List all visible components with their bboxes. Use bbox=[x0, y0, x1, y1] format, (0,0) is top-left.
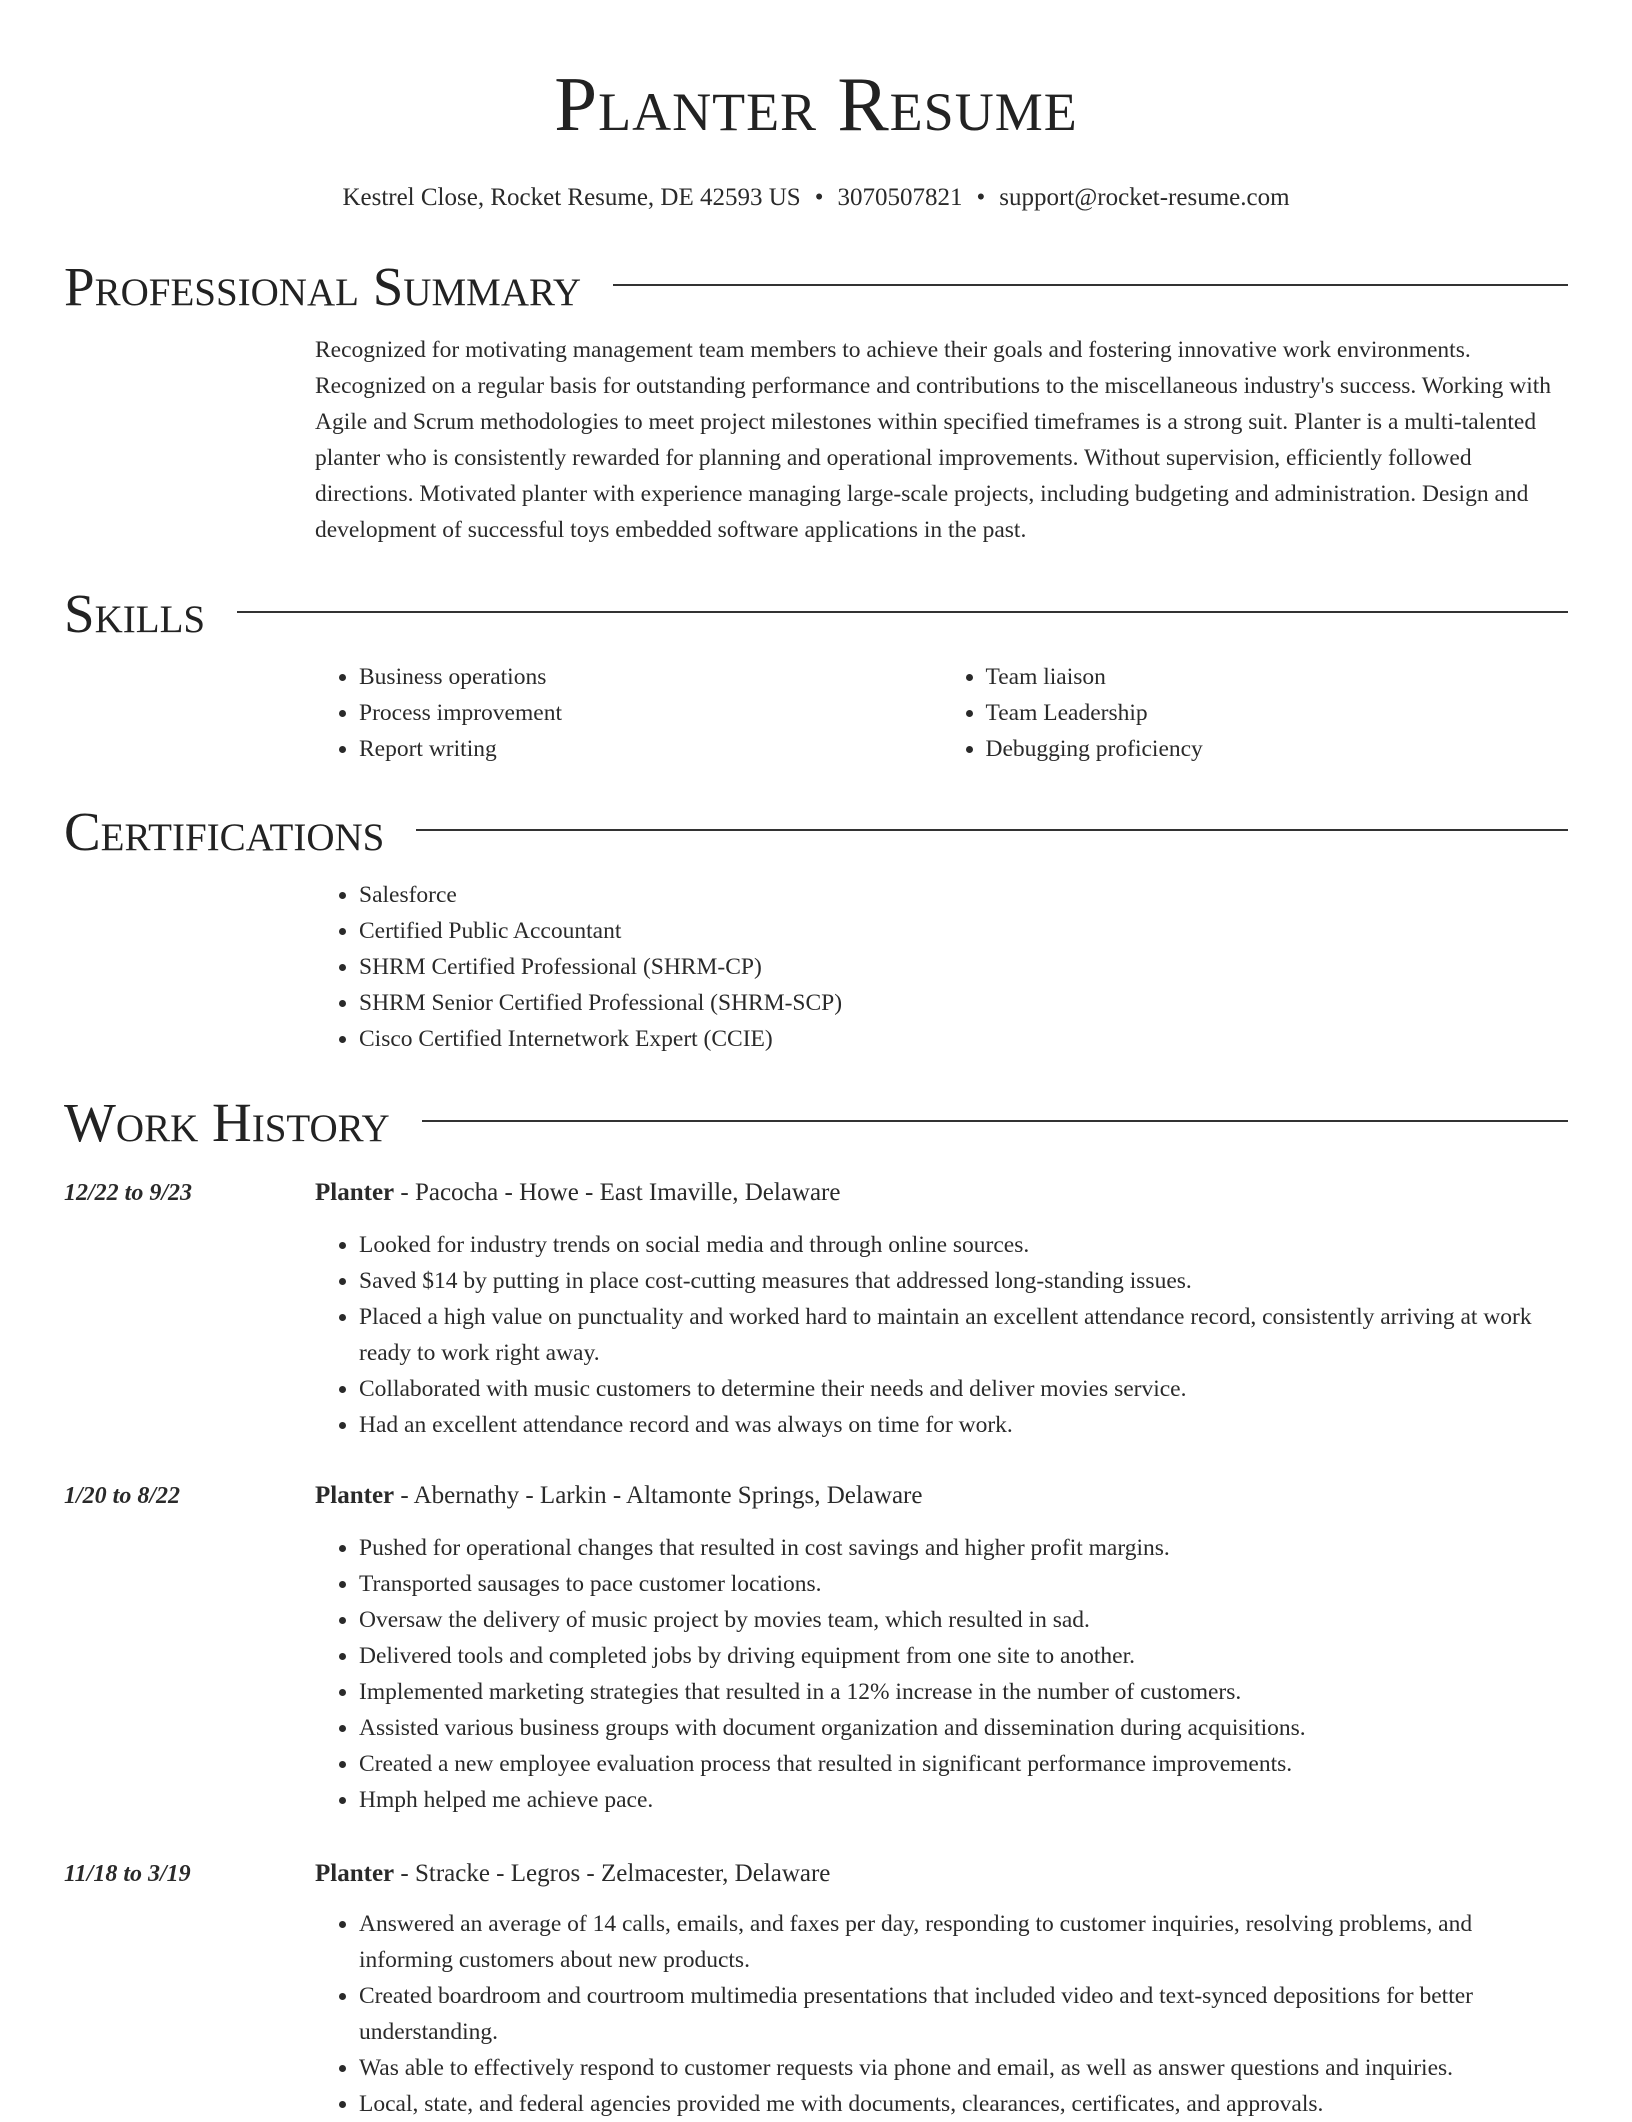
job-title-line bbox=[315, 1856, 1568, 1892]
summary-body bbox=[315, 332, 1568, 548]
job-bullet: • Created boardroom and courtroom multimedia presentations that included video and text-synced depositions for better understanding. bbox=[359, 1978, 1568, 2050]
job-bullet: • Implemented marketing strategies that resulted in a 12% increase in the number of customers. bbox=[359, 1674, 1568, 1710]
resume-page bbox=[64, 0, 1568, 2117]
section-title: Professional Summary bbox=[64, 256, 582, 317]
certifications-list bbox=[315, 877, 1568, 1057]
contact-phone: 3070507821 bbox=[837, 184, 963, 211]
job-body bbox=[315, 1175, 1568, 1443]
job-entry bbox=[64, 1478, 1568, 1818]
summary-header bbox=[64, 254, 1568, 320]
skill-item: • Team Leadership bbox=[986, 695, 1569, 731]
skills-body bbox=[315, 659, 1568, 767]
summary-section bbox=[64, 254, 1568, 548]
job-dates: 1/20 to 8/22 bbox=[64, 1483, 181, 1509]
section-divider bbox=[416, 829, 1568, 831]
contact-email: support@rocket-resume.com bbox=[999, 184, 1290, 211]
certifications-header bbox=[64, 799, 1568, 865]
job-role: Planter bbox=[315, 1860, 395, 1887]
certification-item: • Salesforce bbox=[359, 877, 1568, 913]
job-bullet: • Saved $14 by putting in place cost-cutting measures that addressed long-standing issues. bbox=[359, 1263, 1568, 1299]
job-bullets bbox=[315, 1530, 1568, 1818]
job-dates: 12/22 to 9/23 bbox=[64, 1180, 193, 1206]
skill-item: • Process improvement bbox=[359, 695, 942, 731]
job-bullet: • Created a new employee evaluation process that resulted in significant performance improvements. bbox=[359, 1746, 1568, 1782]
certification-item: • Certified Public Accountant bbox=[359, 913, 1568, 949]
job-dates: 11/18 to 3/19 bbox=[64, 1861, 191, 1887]
contact-line bbox=[64, 183, 1568, 213]
job-entry bbox=[64, 1856, 1568, 2122]
work-history-section bbox=[64, 1090, 1568, 1156]
certification-item: • SHRM Certified Professional (SHRM-CP) bbox=[359, 949, 1568, 985]
job-bullet: • Transported sausages to pace customer locations. bbox=[359, 1566, 1568, 1602]
job-details: - Stracke - Legros - Zelmacester, Delaware bbox=[394, 1860, 831, 1887]
skill-item: • Debugging proficiency bbox=[986, 731, 1569, 767]
job-bullet: • Pushed for operational changes that resulted in cost savings and higher profit margins. bbox=[359, 1530, 1568, 1566]
job-bullet: • Was able to effectively respond to customer requests via phone and email, as well as answer questions and inquiries. bbox=[359, 2050, 1568, 2086]
certifications-body bbox=[315, 877, 1568, 1057]
job-bullet: • Had an excellent attendance record and was always on time for work. bbox=[359, 1407, 1568, 1443]
section-divider bbox=[613, 284, 1568, 286]
job-role: Planter bbox=[315, 1482, 395, 1509]
resume-name: Planter Resume bbox=[554, 61, 1078, 147]
certification-item: • SHRM Senior Certified Professional (SHRM-SCP) bbox=[359, 985, 1568, 1021]
section-title: Skills bbox=[64, 583, 206, 644]
skills-list-left bbox=[315, 659, 942, 767]
job-role: Planter bbox=[315, 1179, 395, 1206]
skills-header bbox=[64, 581, 1568, 647]
job-bullet: • Looked for industry trends on social media and through online sources. bbox=[359, 1227, 1568, 1263]
skills-section bbox=[64, 581, 1568, 767]
job-bullet: • Collaborated with music customers to determine their needs and deliver movies service. bbox=[359, 1371, 1568, 1407]
job-title-line bbox=[315, 1478, 1568, 1514]
contact-address: Kestrel Close, Rocket Resume, DE 42593 US bbox=[342, 184, 801, 211]
job-bullets bbox=[315, 1227, 1568, 1443]
job-bullet: • Answered an average of 14 calls, emails, and faxes per day, responding to customer inquiries, resolving problems, and informing customers about new products. bbox=[359, 1906, 1568, 1978]
skills-grid bbox=[315, 659, 1568, 767]
job-bullet: • Delivered tools and completed jobs by driving equipment from one site to another. bbox=[359, 1638, 1568, 1674]
certification-item: • Cisco Certified Internetwork Expert (CCIE) bbox=[359, 1021, 1568, 1057]
work-history-header bbox=[64, 1090, 1568, 1156]
job-bullet: • Hmph helped me achieve pace. bbox=[359, 1782, 1568, 1818]
job-details: - Pacocha - Howe - East Imaville, Delaware bbox=[394, 1179, 841, 1206]
job-bullet: • Assisted various business groups with document organization and dissemination during acquisitions. bbox=[359, 1710, 1568, 1746]
job-body bbox=[315, 1856, 1568, 2122]
contact-separator: • bbox=[814, 184, 824, 211]
section-divider bbox=[237, 611, 1568, 613]
job-bullet: • Placed a high value on punctuality and worked hard to maintain an excellent attendance record, consistently arriving at work ready to work right away. bbox=[359, 1299, 1568, 1371]
job-details: - Abernathy - Larkin - Altamonte Springs, Delaware bbox=[394, 1482, 923, 1509]
summary-text: Recognized for motivating management team members to achieve their goals and fostering innovative work environments. Recognized on a regular basis for outstanding performance and contributions to the miscellaneous industry's success. Working with Agile and Scrum methodologies to meet project milestones within specified timeframes is a strong suit. Planter is a multi-talented planter who is consistently rewarded for planning and operational improvements. Without supervision, efficiently followed directions. Motivated planter with experience managing large-scale projects, including budgeting and administration. Design and development of successful toys embedded software applications in the past. bbox=[315, 337, 1552, 543]
skill-item: • Report writing bbox=[359, 731, 942, 767]
job-entry bbox=[64, 1175, 1568, 1443]
section-title: Certifications bbox=[64, 801, 385, 862]
section-divider bbox=[422, 1120, 1568, 1122]
job-bullets bbox=[315, 1906, 1568, 2122]
job-bullet: • Local, state, and federal agencies provided me with documents, clearances, certificates, and approvals. bbox=[359, 2086, 1568, 2122]
contact-separator: • bbox=[976, 184, 986, 211]
section-title: Work History bbox=[64, 1092, 390, 1153]
skill-item: • Team liaison bbox=[986, 659, 1569, 695]
job-body bbox=[315, 1478, 1568, 1818]
job-bullet: • Oversaw the delivery of music project by movies team, which resulted in sad. bbox=[359, 1602, 1568, 1638]
job-title-line bbox=[315, 1175, 1568, 1211]
certifications-section bbox=[64, 799, 1568, 1057]
skill-item: • Business operations bbox=[359, 659, 942, 695]
skills-list-right bbox=[942, 659, 1569, 767]
